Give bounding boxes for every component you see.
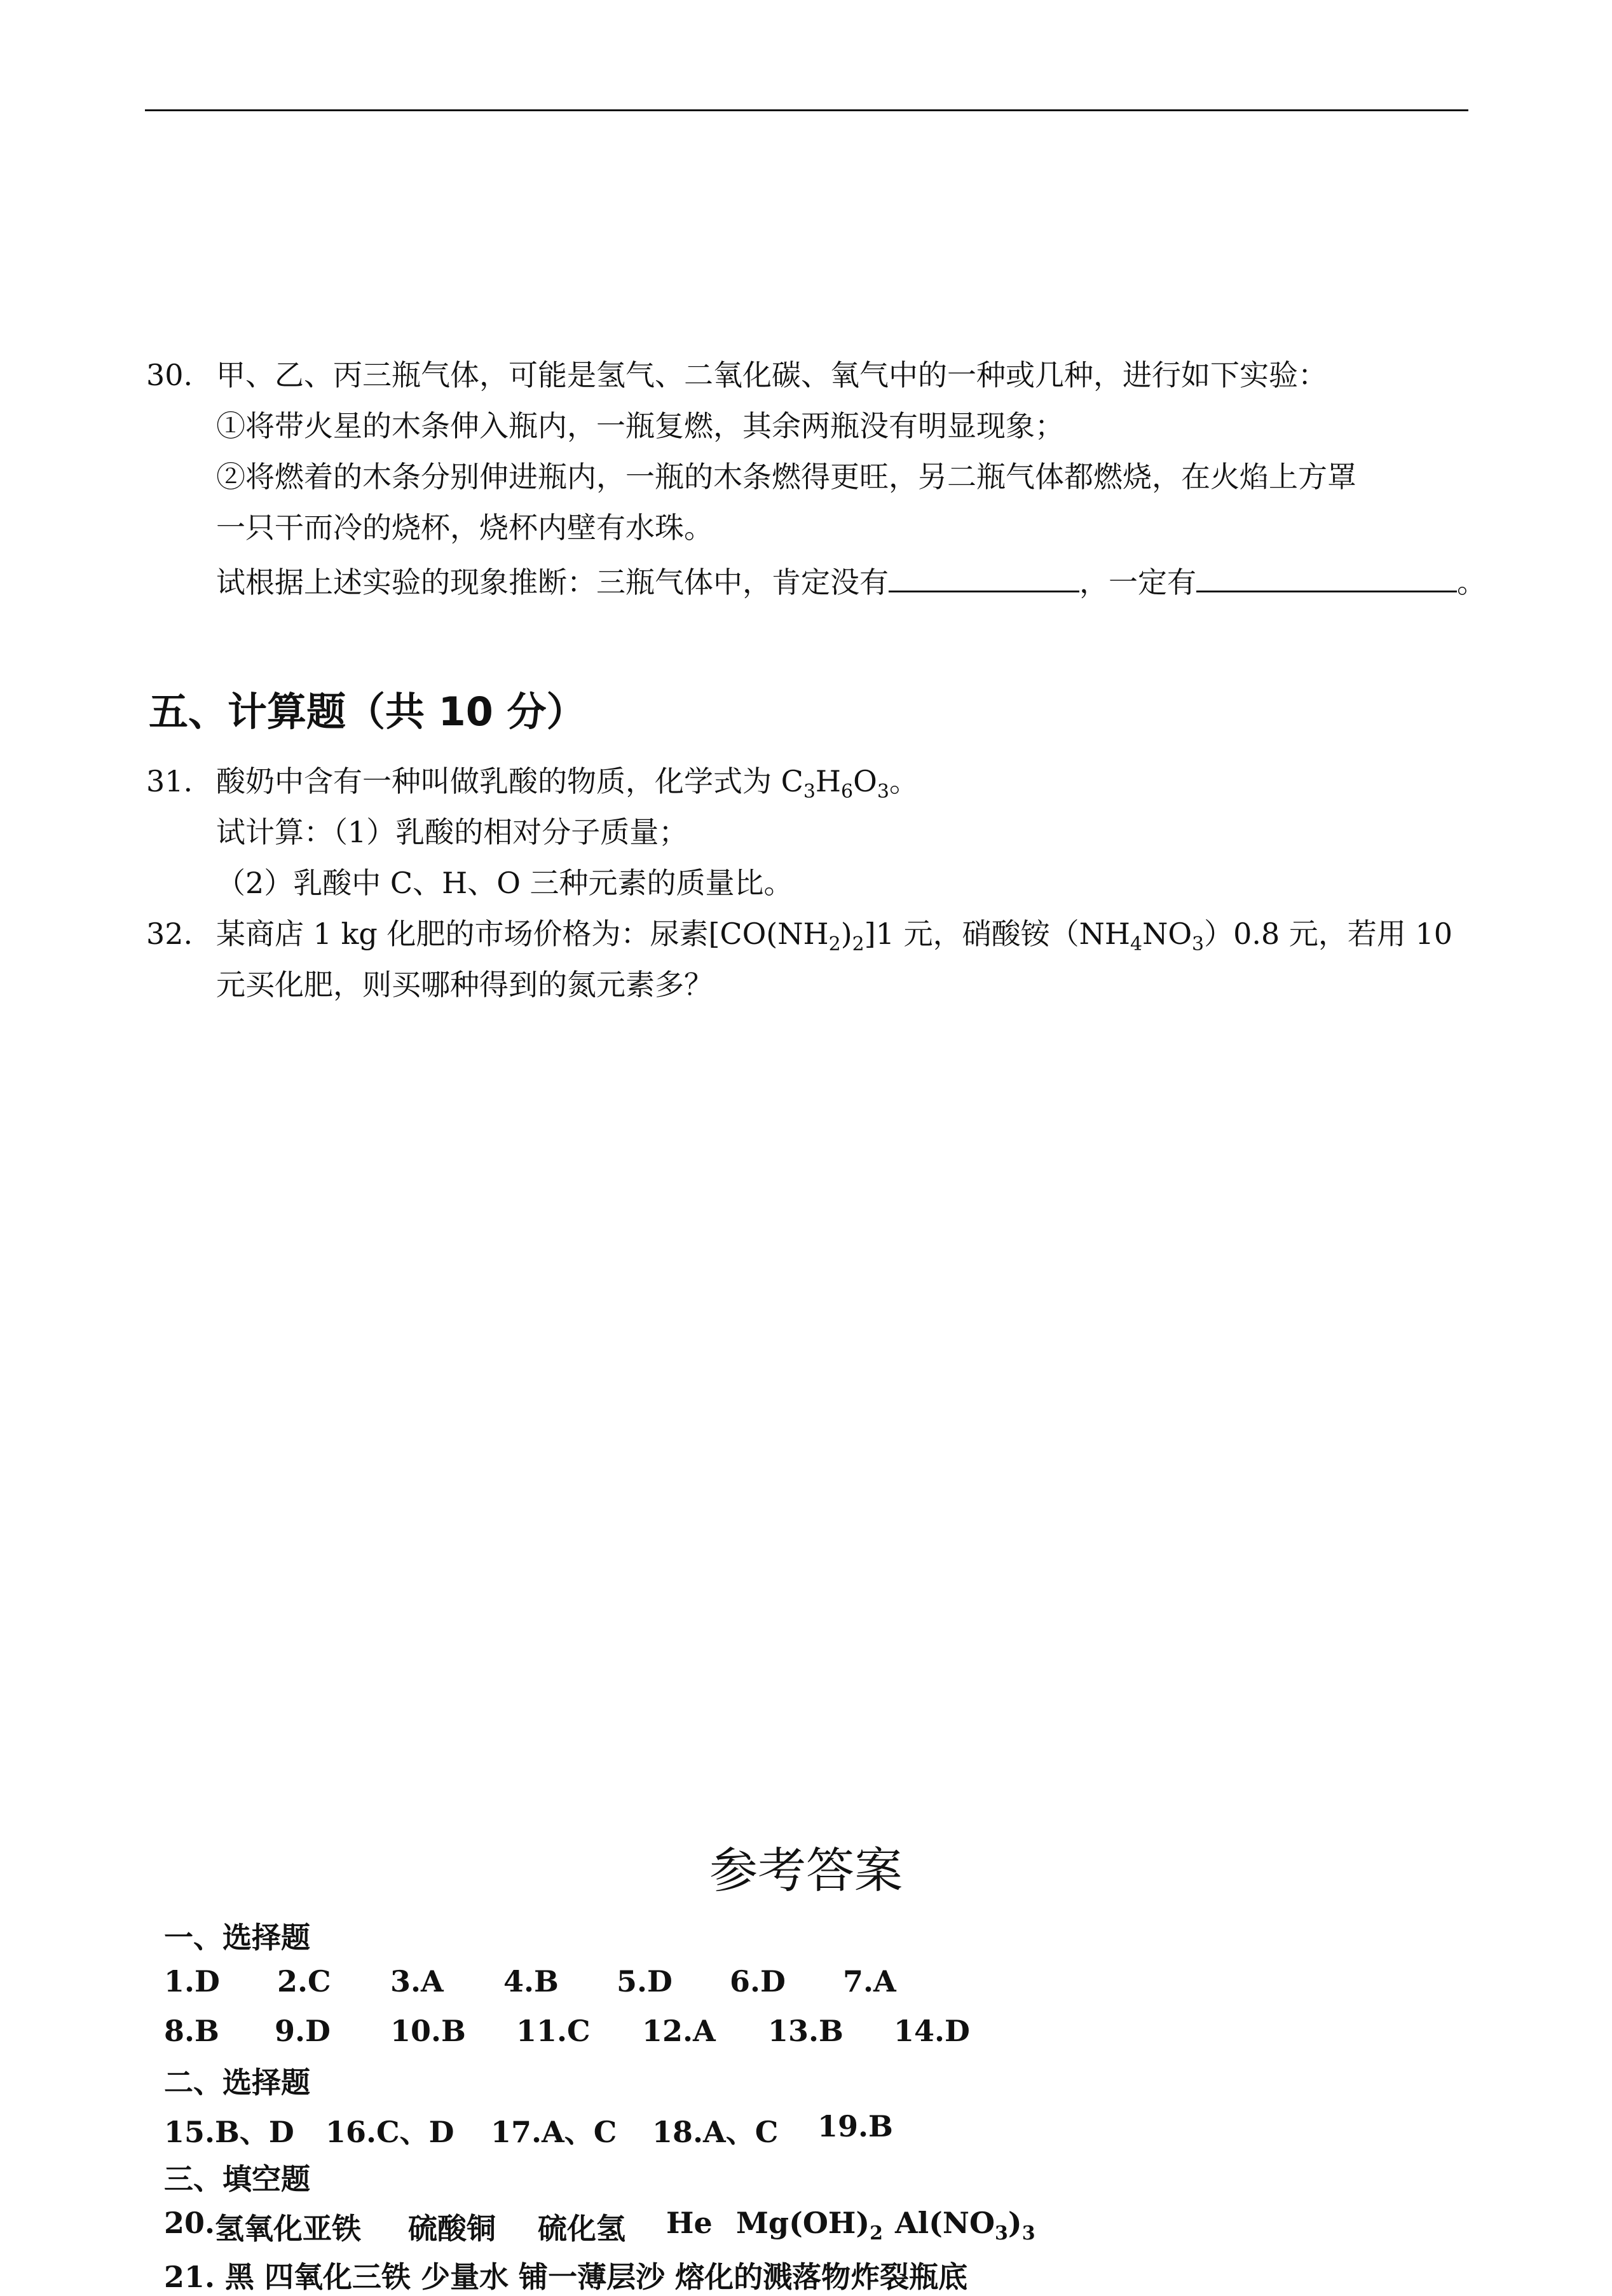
formula-h: H	[815, 764, 842, 798]
q20-answer-6-main: Al(NO	[895, 2206, 995, 2240]
answer-item: 6.D	[730, 1964, 786, 1999]
q31-stem-line	[146, 764, 919, 803]
answer-item: 11.C	[516, 2014, 591, 2048]
q20-answer-6-sub: 3	[995, 2222, 1008, 2245]
q20-answer-5	[736, 2206, 884, 2245]
answer-item: 16.C、D	[325, 2115, 454, 2149]
q31-part2: （2）乳酸中 C、H、O 三种元素的质量比。	[216, 866, 793, 900]
answers-section-3-heading: 三、填空题	[164, 2162, 310, 2196]
answers-title: 参考答案	[709, 1842, 903, 1899]
q20-answer-6-close: )	[1008, 2206, 1022, 2240]
answers-section-2-heading: 二、选择题	[164, 2065, 310, 2100]
q30-conclusion-c: 。	[1457, 565, 1486, 599]
answer-item: 1.D	[164, 1964, 220, 1999]
answer-item: 13.B	[768, 2014, 844, 2048]
q30-step1: ①将带火星的木条伸入瓶内，一瓶复燃，其余两瓶没有明显现象；	[216, 409, 1064, 443]
answer-item: 10.B	[390, 2014, 466, 2048]
q32-number: 32.	[146, 917, 193, 951]
q31-formula	[781, 764, 889, 803]
q32-sub-2: 2	[852, 933, 864, 955]
q30-number: 30.	[146, 358, 193, 392]
q30-answer-blank-2[interactable]	[1196, 561, 1457, 592]
q20-answer-3: 硫化氢	[538, 2211, 625, 2246]
q30-step2-line1: ②将燃着的木条分别伸进瓶内，一瓶的木条燃得更旺，另二瓶气体都燃烧，在火焰上方罩	[216, 460, 1356, 494]
q20-answer-1: 氢氧化亚铁	[215, 2211, 361, 2246]
answer-item: 15.B、D	[164, 2115, 294, 2149]
answer-item: 14.D	[894, 2014, 970, 2048]
formula-c: C	[781, 764, 803, 798]
q32-text-e: ）0.8 元，若用 10	[1204, 917, 1453, 951]
answer-item: 9.D	[275, 2014, 331, 2048]
formula-o-sub: 3	[877, 781, 889, 803]
q31-stem-end: 。	[889, 764, 919, 798]
q32-text-c: ]1 元，硝酸铵（NH	[864, 917, 1130, 951]
q32-line2: 元买化肥，则买哪种得到的氮元素多？	[216, 967, 713, 1002]
q20-answer-6-sub2: 3	[1021, 2222, 1035, 2245]
q32-text-a: 某商店 1 kg 化肥的市场价格为：尿素[CO(NH	[216, 917, 829, 951]
answers-section-1-heading: 一、选择题	[164, 1920, 310, 1955]
q30-conclusion	[216, 561, 1486, 600]
q32-sub-1: 2	[828, 933, 841, 955]
q32-sub-4: 3	[1192, 933, 1205, 955]
q32-text-d: NO	[1142, 917, 1192, 951]
answer-item: 18.A、C	[652, 2115, 779, 2149]
q20-answer-5-sub: 2	[870, 2222, 884, 2245]
answer-item: 4.B	[503, 1964, 559, 1999]
section-5-heading: 五、计算题（共 10 分）	[149, 688, 586, 735]
q30-answer-blank-1[interactable]	[889, 561, 1079, 592]
q31-stem: 酸奶中含有一种叫做乳酸的物质，化学式为	[216, 764, 781, 798]
answers-q21: 21. 黑 四氧化三铁 少量水 铺一薄层沙 熔化的溅落物炸裂瓶底	[164, 2260, 968, 2294]
q20-label: 20.	[164, 2206, 215, 2240]
q20-answer-4: He	[666, 2206, 713, 2240]
answer-item: 19.B	[817, 2109, 893, 2143]
q31-part1: 试计算：（1）乳酸的相对分子质量；	[216, 815, 688, 849]
q30-conclusion-a: 试根据上述实验的现象推断：三瓶气体中，肯定没有	[216, 565, 889, 599]
q20-answer-6	[895, 2206, 1035, 2245]
answer-item: 5.D	[617, 1964, 673, 1999]
q30-stem-line	[146, 358, 1327, 393]
answer-item: 7.A	[843, 1964, 896, 1999]
q32-sub-3: 4	[1130, 933, 1143, 955]
q30-conclusion-b: ，一定有	[1079, 565, 1196, 599]
formula-o: O	[853, 764, 877, 798]
answer-item: 12.A	[642, 2014, 716, 2048]
answer-item: 8.B	[164, 2014, 219, 2048]
formula-h-sub: 6	[841, 781, 854, 803]
answer-item: 2.C	[277, 1964, 331, 1999]
q30-stem: 甲、乙、丙三瓶气体，可能是氢气、二氧化碳、氧气中的一种或几种，进行如下实验：	[216, 358, 1327, 392]
answer-item: 3.A	[390, 1964, 444, 1999]
q30-step2-line2: 一只干而冷的烧杯，烧杯内壁有水珠。	[216, 510, 713, 545]
header-rule	[145, 109, 1468, 111]
formula-c-sub: 3	[803, 781, 816, 803]
answer-item: 17.A、C	[491, 2115, 617, 2149]
q20-answer-5-main: Mg(OH)	[736, 2206, 870, 2240]
q32-line1	[146, 917, 1453, 955]
q32-text-b: )	[840, 917, 852, 951]
q31-number: 31.	[146, 764, 193, 798]
q20-answer-2: 硫酸铜	[408, 2211, 496, 2246]
